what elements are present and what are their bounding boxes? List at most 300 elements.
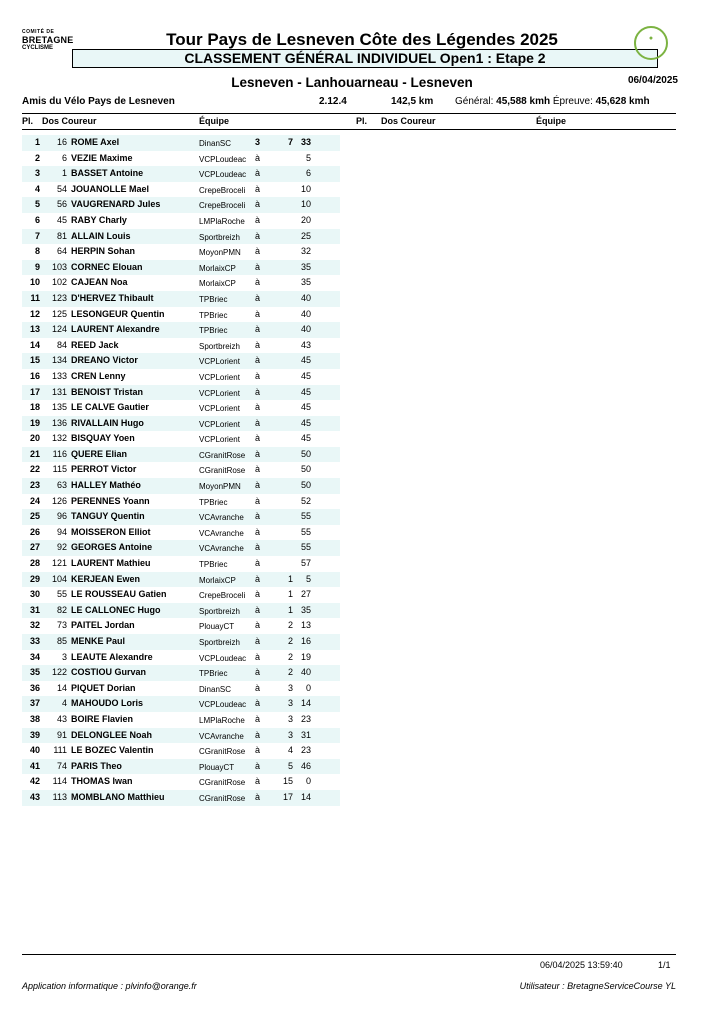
table-row <box>22 681 340 697</box>
team-name: CrepeBroceli <box>199 185 246 195</box>
rank: 41 <box>29 760 40 771</box>
table-row <box>22 182 340 198</box>
bib-number: 3 <box>61 651 67 662</box>
bib-number: 94 <box>56 526 67 537</box>
table-row <box>22 307 340 323</box>
table-row <box>22 197 340 213</box>
gap-seconds: 40 <box>300 667 311 678</box>
team-name: CrepeBroceli <box>199 591 246 601</box>
bib-number: 126 <box>51 495 67 506</box>
rank: 30 <box>29 589 40 600</box>
bib-number: 134 <box>51 355 67 366</box>
gap-prefix: à <box>255 292 261 303</box>
rider-name: PERENNES Yoann <box>71 495 150 506</box>
table-row <box>22 151 340 167</box>
gap-prefix: à <box>255 558 261 569</box>
results-table <box>22 135 340 806</box>
gap-prefix: à <box>255 651 261 662</box>
gap-prefix: à <box>255 152 261 163</box>
bib-number: 14 <box>56 682 67 693</box>
bib-number: 73 <box>56 620 67 631</box>
team-name: MorlaixCP <box>199 263 236 273</box>
team-name: CGranitRose <box>199 778 246 788</box>
team-name: CGranitRose <box>199 466 246 476</box>
table-row <box>22 135 340 151</box>
team-name: VCPLorient <box>199 419 240 429</box>
table-row <box>22 650 340 666</box>
bib-number: 56 <box>56 199 67 210</box>
rank: 10 <box>29 277 40 288</box>
gap-prefix: à <box>255 308 261 319</box>
gap-seconds: 20 <box>300 214 311 225</box>
rank: 1 <box>34 137 40 147</box>
bib-number: 104 <box>51 573 67 584</box>
gap-minutes: 3 <box>287 698 293 709</box>
table-row <box>22 712 340 728</box>
epreuve-speed-value: 45,628 kmh <box>595 96 650 107</box>
team-name: MoyonPMN <box>199 248 241 258</box>
rider-name: PERROT Victor <box>71 464 137 475</box>
rank: 28 <box>29 558 40 569</box>
bib-number: 122 <box>51 667 67 678</box>
bib-number: 64 <box>56 246 67 257</box>
team-name: TPBriec <box>199 560 228 570</box>
rank: 26 <box>29 526 40 537</box>
table-row <box>22 385 340 401</box>
gap-seconds: 13 <box>300 620 311 631</box>
rider-name: HERPIN Sohan <box>71 246 136 257</box>
rider-name: DREANO Victor <box>71 355 138 366</box>
rank: 5 <box>34 199 40 210</box>
team-name: MorlaixCP <box>199 575 236 585</box>
team-name: LMPlaRoche <box>199 715 245 725</box>
gap-prefix: à <box>255 324 261 335</box>
footer-divider <box>22 954 676 955</box>
table-row <box>22 634 340 650</box>
gap-prefix: à <box>255 698 261 709</box>
header-equipe-2: Équipe <box>536 116 567 126</box>
bib-number: 131 <box>51 386 67 397</box>
bib-number: 114 <box>52 776 67 787</box>
gap-minutes: 3 <box>287 713 293 724</box>
gap-seconds: 25 <box>300 230 311 241</box>
table-row <box>22 244 340 260</box>
gap-minutes: 2 <box>287 636 293 646</box>
rank: 13 <box>29 324 40 335</box>
rank: 7 <box>34 230 40 241</box>
team-name: VCPLorient <box>199 435 240 445</box>
gap-seconds: 23 <box>300 745 311 756</box>
gap-seconds: 55 <box>300 542 311 553</box>
rider-name: RIVALLAIN Hugo <box>71 417 144 428</box>
gap-prefix: à <box>255 246 261 257</box>
table-row <box>22 572 340 588</box>
gap-prefix: à <box>255 480 261 491</box>
rank: 3 <box>34 168 40 179</box>
rider-name: PAITEL Jordan <box>71 620 135 631</box>
team-name: VCPLoudeac <box>199 653 247 663</box>
gap-prefix: à <box>255 168 261 179</box>
gap-seconds: 50 <box>300 464 311 475</box>
gap-prefix: à <box>255 604 261 615</box>
table-row <box>22 790 340 806</box>
rank: 17 <box>29 386 40 397</box>
rank: 2 <box>34 152 40 163</box>
rider-name: BISQUAY Yoen <box>71 433 135 444</box>
gap-prefix: à <box>255 682 261 693</box>
rank: 25 <box>29 511 40 522</box>
gap-seconds: 6 <box>305 168 311 179</box>
gap-prefix: 3 <box>255 137 261 147</box>
table-row <box>22 494 340 510</box>
gap-seconds: 46 <box>300 760 311 771</box>
gap-seconds: 45 <box>300 355 311 366</box>
average-speeds <box>455 96 650 107</box>
logo-line-3: CYCLISME <box>22 45 54 51</box>
rank: 35 <box>29 667 40 678</box>
gap-prefix: à <box>255 402 261 413</box>
gap-seconds: 32 <box>300 246 311 257</box>
team-name: VCPLorient <box>199 404 240 414</box>
gap-prefix: à <box>255 542 261 553</box>
gap-seconds: 45 <box>300 417 311 428</box>
gap-seconds: 35 <box>300 604 311 615</box>
bib-number: 74 <box>56 760 67 771</box>
rider-name: RABY Charly <box>71 214 127 225</box>
gap-prefix: à <box>255 386 261 397</box>
bib-number: 85 <box>56 636 67 646</box>
gap-seconds: 0 <box>305 776 311 787</box>
team-name: PlouayCT <box>199 622 235 632</box>
bib-number: 1 <box>61 168 67 179</box>
table-row <box>22 416 340 432</box>
gap-seconds: 27 <box>300 589 311 600</box>
bib-number: 16 <box>56 137 67 147</box>
gap-prefix: à <box>255 511 261 522</box>
rider-name: LE BOZEC Valentin <box>71 745 154 756</box>
rider-name: DELONGLEE Noah <box>71 729 153 740</box>
print-timestamp: 06/04/2025 13:59:40 <box>540 960 623 970</box>
rider-name: MAHOUDO Loris <box>71 698 143 709</box>
bib-number: 113 <box>52 791 67 802</box>
race-code: 2.12.4 <box>319 96 347 107</box>
gap-prefix: à <box>255 713 261 724</box>
team-name: VCPLoudeac <box>199 154 247 164</box>
rider-name: LEAUTE Alexandre <box>71 651 153 662</box>
general-speed-value: 45,588 kmh <box>496 96 551 107</box>
rider-name: TANGUY Quentin <box>71 511 145 522</box>
bib-number: 82 <box>56 604 67 615</box>
rider-name: REED Jack <box>71 339 119 350</box>
gap-minutes: 3 <box>287 682 293 693</box>
logo-line-1: COMITÉ DE <box>22 29 55 35</box>
bib-number: 102 <box>51 277 67 288</box>
table-row <box>22 291 340 307</box>
rider-name: BOIRE Flavien <box>71 713 134 724</box>
gap-prefix: à <box>255 620 261 631</box>
rank: 32 <box>29 620 40 631</box>
rank: 33 <box>29 636 40 646</box>
gap-seconds: 40 <box>300 308 311 319</box>
classification-subtitle: CLASSEMENT GÉNÉRAL INDIVIDUEL Open1 : Etape 2 <box>72 49 658 68</box>
team-name: TPBriec <box>199 310 228 320</box>
gap-seconds: 50 <box>300 448 311 459</box>
bib-number: 125 <box>51 308 67 319</box>
team-name: VCPLorient <box>199 388 240 398</box>
rank: 19 <box>29 417 40 428</box>
gap-seconds: 45 <box>300 386 311 397</box>
bib-number: 103 <box>51 261 67 272</box>
header-dos-coureur: Dos Coureur <box>42 116 97 126</box>
gap-seconds: 45 <box>300 402 311 413</box>
gap-prefix: à <box>255 183 261 194</box>
table-row <box>22 618 340 634</box>
rank: 29 <box>29 573 40 584</box>
team-name: DinanSC <box>199 139 232 148</box>
rider-name: CREN Lenny <box>71 370 126 381</box>
rider-name: CORNEC Elouan <box>71 261 143 272</box>
gap-seconds: 5 <box>305 152 311 163</box>
gap-seconds: 14 <box>300 698 311 709</box>
race-date: 06/04/2025 <box>627 75 678 86</box>
rank: 36 <box>29 682 40 693</box>
table-row <box>22 400 340 416</box>
rank: 11 <box>30 292 40 303</box>
bib-number: 132 <box>51 433 67 444</box>
team-name: VCAvranche <box>199 731 244 741</box>
gap-prefix: à <box>255 339 261 350</box>
gap-minutes: 4 <box>287 745 293 756</box>
bib-number: 116 <box>52 448 67 459</box>
table-row <box>22 275 340 291</box>
rider-name: GEORGES Antoine <box>71 542 153 553</box>
gap-seconds: 40 <box>300 324 311 335</box>
rider-name: LAURENT Mathieu <box>71 558 151 569</box>
gap-prefix: à <box>255 214 261 225</box>
gap-prefix: à <box>255 448 261 459</box>
bib-number: 63 <box>56 480 67 491</box>
header-equipe: Équipe <box>199 116 230 126</box>
bib-number: 111 <box>53 745 67 756</box>
gap-prefix: à <box>255 776 261 787</box>
rank: 15 <box>29 355 40 366</box>
bib-number: 91 <box>56 729 67 740</box>
table-row <box>22 556 340 572</box>
table-row <box>22 478 340 494</box>
bib-number: 115 <box>52 464 67 475</box>
bib-number: 136 <box>51 417 67 428</box>
gap-prefix: à <box>255 230 261 241</box>
team-name: MoyonPMN <box>199 482 241 492</box>
rider-name: LE CALVE Gautier <box>71 402 149 413</box>
bib-number: 81 <box>56 230 67 241</box>
gap-prefix: à <box>255 417 261 428</box>
rider-name: D'HERVEZ Thibault <box>71 292 154 303</box>
rider-name: THOMAS Iwan <box>71 776 133 787</box>
team-name: CGranitRose <box>199 793 246 803</box>
organizer: Amis du Vélo Pays de Lesneven <box>22 96 175 107</box>
table-row <box>22 213 340 229</box>
gap-seconds: 57 <box>300 558 311 569</box>
rider-name: LE CALLONEC Hugo <box>71 604 161 615</box>
page-number: 1/1 <box>658 960 671 970</box>
rider-name: VAUGRENARD Jules <box>71 199 161 210</box>
gap-seconds: 31 <box>300 729 311 740</box>
gap-minutes: 2 <box>287 651 293 662</box>
committee-logo <box>22 28 74 52</box>
gap-prefix: à <box>255 495 261 506</box>
rank: 12 <box>29 308 40 319</box>
gap-seconds: 45 <box>300 370 311 381</box>
bib-number: 92 <box>56 542 67 553</box>
team-name: DinanSC <box>199 684 232 694</box>
rider-name: MENKE Paul <box>71 636 126 646</box>
gap-prefix: à <box>255 370 261 381</box>
gap-minutes: 1 <box>287 573 293 584</box>
team-name: CGranitRose <box>199 747 246 757</box>
table-row <box>22 759 340 775</box>
table-row <box>22 525 340 541</box>
gap-prefix: à <box>255 729 261 740</box>
rider-name: PARIS Theo <box>71 760 122 771</box>
gap-seconds: 40 <box>300 292 311 303</box>
gap-minutes: 1 <box>287 604 293 615</box>
rank: 24 <box>29 495 40 506</box>
rider-name: MOISSERON Elliot <box>71 526 151 537</box>
rider-name: MOMBLANO Matthieu <box>71 791 165 802</box>
team-name: TPBriec <box>199 497 228 507</box>
rider-name: COSTIOU Gurvan <box>71 667 147 678</box>
gap-minutes: 2 <box>287 667 293 678</box>
table-row <box>22 447 340 463</box>
gap-minutes: 15 <box>282 776 293 787</box>
table-row <box>22 166 340 182</box>
rider-name: BASSET Antoine <box>71 168 144 179</box>
gap-minutes: 2 <box>287 620 293 631</box>
rider-name: LESONGEUR Quentin <box>71 308 165 319</box>
rank: 4 <box>34 183 40 194</box>
table-row <box>22 369 340 385</box>
gap-minutes: 1 <box>287 589 293 600</box>
rank: 22 <box>29 464 40 475</box>
table-row <box>22 338 340 354</box>
team-name: VCPLorient <box>199 357 240 367</box>
bib-number: 124 <box>51 324 67 335</box>
team-name: CrepeBroceli <box>199 201 246 211</box>
application-credit: Application informatique : plvinfo@orange.fr <box>22 981 197 991</box>
rank: 21 <box>29 448 40 459</box>
gap-prefix: à <box>255 667 261 678</box>
table-row <box>22 743 340 759</box>
rider-name: BENOIST Tristan <box>71 386 144 397</box>
rider-name: ALLAIN Louis <box>71 230 131 241</box>
table-row <box>22 322 340 338</box>
gap-prefix: à <box>255 760 261 771</box>
gap-seconds: 50 <box>300 480 311 491</box>
rank: 27 <box>29 542 40 553</box>
header-pl: Pl. <box>22 116 34 126</box>
team-name: PlouayCT <box>199 762 235 772</box>
race-distance: 142,5 km <box>391 96 434 107</box>
bib-number: 84 <box>56 339 67 350</box>
table-row <box>22 665 340 681</box>
gap-seconds: 10 <box>300 183 311 194</box>
general-speed-label: Général: <box>455 96 494 107</box>
rider-name: ROME Axel <box>71 137 120 147</box>
gap-seconds: 55 <box>300 511 311 522</box>
table-row <box>22 229 340 245</box>
gap-prefix: à <box>255 199 261 210</box>
bib-number: 123 <box>51 292 67 303</box>
bib-number: 135 <box>51 402 67 413</box>
header-dos-coureur-2: Dos Coureur <box>381 116 436 126</box>
gap-seconds: 0 <box>305 682 311 693</box>
rank: 43 <box>29 791 40 802</box>
header-pl-2: Pl. <box>356 116 368 126</box>
gap-seconds: 52 <box>300 495 311 506</box>
gap-minutes: 3 <box>287 729 293 740</box>
rider-name: PIQUET Dorian <box>71 682 136 693</box>
gap-prefix: à <box>255 433 261 444</box>
bib-number: 6 <box>61 152 67 163</box>
gap-seconds: 23 <box>300 713 311 724</box>
gap-prefix: à <box>255 261 261 272</box>
gap-seconds: 43 <box>300 339 311 350</box>
table-row <box>22 728 340 744</box>
team-name: VCAvranche <box>199 528 244 538</box>
bib-number: 43 <box>56 713 67 724</box>
team-name: VCAvranche <box>199 513 244 523</box>
gap-prefix: à <box>255 636 261 646</box>
team-name: Sportbreizh <box>199 638 240 647</box>
gap-seconds: 35 <box>300 261 311 272</box>
rank: 6 <box>34 214 40 225</box>
gap-seconds: 5 <box>305 573 311 584</box>
table-header <box>22 113 676 130</box>
rank: 9 <box>34 261 40 272</box>
rank: 16 <box>29 370 40 381</box>
table-row <box>22 587 340 603</box>
rider-name: KERJEAN Ewen <box>71 573 141 584</box>
table-row <box>22 462 340 478</box>
rider-name: HALLEY Mathéo <box>71 480 141 491</box>
table-row <box>22 353 340 369</box>
gap-minutes: 7 <box>287 137 293 147</box>
bib-number: 133 <box>51 370 67 381</box>
document-title: Tour Pays de Lesneven Côte des Légendes 2025 <box>166 30 558 49</box>
table-row <box>22 509 340 525</box>
team-name: VCAvranche <box>199 544 244 554</box>
gap-prefix: à <box>255 526 261 537</box>
event-logo: ● <box>634 26 668 60</box>
logo-line-2: BRETAGNE <box>22 35 74 45</box>
team-name: TPBriec <box>199 294 228 304</box>
gap-prefix: à <box>255 355 261 366</box>
rank: 31 <box>29 604 40 615</box>
team-name: TPBriec <box>199 326 228 336</box>
gap-seconds: 10 <box>300 199 311 210</box>
rider-name: LAURENT Alexandre <box>71 324 160 335</box>
table-row <box>22 431 340 447</box>
rank: 37 <box>29 698 40 709</box>
gap-seconds: 14 <box>300 791 311 802</box>
rank: 39 <box>29 729 40 740</box>
gap-prefix: à <box>255 791 261 802</box>
gap-minutes: 5 <box>287 760 293 771</box>
table-row <box>22 260 340 276</box>
bib-number: 96 <box>56 511 67 522</box>
team-name: TPBriec <box>199 669 228 679</box>
